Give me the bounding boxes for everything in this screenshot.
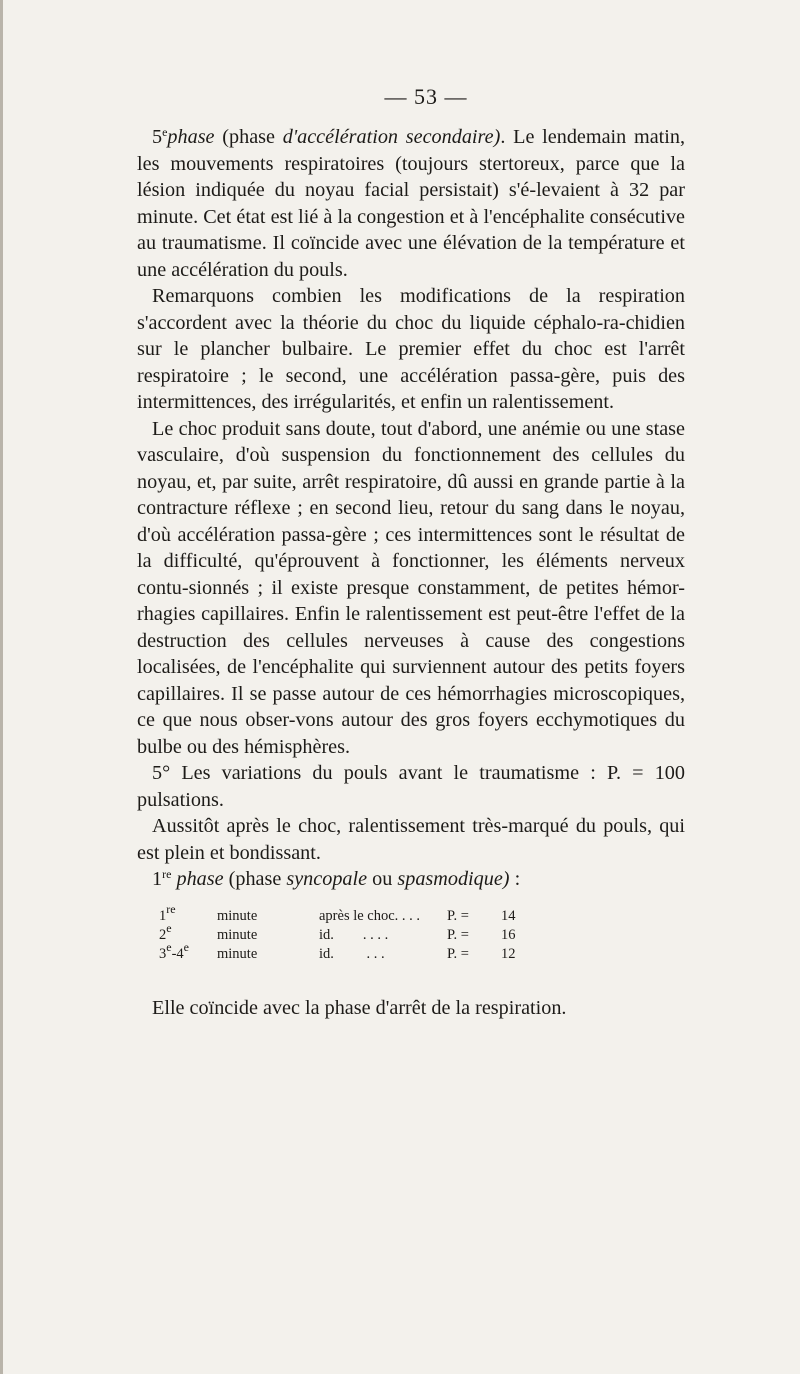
phase1-title2: spasmodique) xyxy=(397,868,510,890)
row-label: P. = xyxy=(447,926,469,943)
row-ordinal: 2e xyxy=(159,920,172,943)
row-label: P. = xyxy=(447,945,469,962)
paragraph-phase5 xyxy=(137,124,685,283)
page xyxy=(137,84,685,1021)
paragraph-aussitot: Aussitôt après le choc, ralentissement très-marqué du pouls, qui est plein et bondissant. xyxy=(137,815,685,864)
row-desc: id. . . . . xyxy=(319,926,389,943)
row-desc: après le choc. . . . xyxy=(319,907,421,924)
phase1-open: (phase xyxy=(228,868,282,890)
row-ordinal: 1re xyxy=(159,901,176,924)
phase1-or: ou xyxy=(372,868,393,890)
paragraph-pouls: 5° Les variations du pouls avant le traumatisme : P. = 100 pulsations. xyxy=(137,762,685,811)
row-unit: minute xyxy=(217,926,258,943)
table-row xyxy=(159,901,685,926)
row-unit: minute xyxy=(217,945,258,962)
row-value: 16 xyxy=(501,926,516,943)
pulse-table xyxy=(159,901,685,964)
paragraph-phase1 xyxy=(137,866,685,893)
row-label: P. = xyxy=(447,907,469,924)
paragraph-closing: Elle coïncide avec la phase d'arrêt de la respiration. xyxy=(152,996,567,1019)
row-ordinal: 3e-4e xyxy=(159,939,189,962)
phase-number-sup: e xyxy=(162,125,168,139)
row-unit: minute xyxy=(217,907,258,924)
phase1-label: phase xyxy=(176,868,224,890)
phase1-number-sup: re xyxy=(162,867,172,881)
table-row xyxy=(159,939,685,964)
phase1-title: syncopale xyxy=(286,868,368,890)
phase1-number: 1 xyxy=(152,868,163,890)
phase1-rest: : xyxy=(509,868,521,890)
phase-label: phase xyxy=(167,126,215,148)
phase-rest: . Le lendemain xyxy=(500,126,627,148)
page-number: — 53 — xyxy=(384,84,468,109)
phase-number: 5 xyxy=(152,126,163,148)
row-desc: id. . . . xyxy=(319,945,385,962)
scan-edge xyxy=(0,0,3,1374)
phase-title: d'accélération secondaire) xyxy=(282,126,501,148)
phase-open: (phase xyxy=(222,126,275,148)
paragraph-remarquons: Remarquons combien les modifications de la respiration s'accordent avec la théorie du choc du liquide céphalo-ra-chidien sur le plancher bulbaire. Le premier effet du choc est l'arrêt respiratoire ; le second, une accélération passa-gère, puis des intermittences, des irrégularités, et enfin un ralentissement. xyxy=(137,285,685,413)
row-value: 14 xyxy=(501,907,516,924)
phase5-body: matin, les mouvements respiratoires (toujours stertoreux, parce que la lésion indiquée du noyau facial persistait) s'é-levaient à 32 par minute. Cet état est lié à la congestion et à l'encéphalite consécutive au traumatisme. Il coïncide avec une élévation de la température et une accélération du pouls. xyxy=(137,126,686,281)
table-row xyxy=(159,920,685,945)
paragraph-choc: Le choc produit sans doute, tout d'abord, une anémie ou une stase vasculaire, d'où suspension du fonctionnement des cellules du noyau, et, par suite, arrêt respiratoire, dû aussi en grande partie à la contracture réflexe ; en second lieu, retour du sang dans le noyau, d'où accélération passa-gère ; ces intermittences sont le résultat de la difficulté, qu'éprouvent à fonctionner, les éléments nerveux contu-sionnés ; il existe presque constamment, de petites hémor-rhagies capillaires. Enfin le ralentissement est peut-être l'effet de la destruction des cellules nerveuses à cause des congestions localisées, de l'encéphalite qui surviennent autour des petits foyers capillaires. Il se passe autour de ces hémorrhagies microscopiques, ce que nous obser-vons autour des gros foyers ecchymotiques du bulbe ou des hémisphères. xyxy=(137,417,685,758)
row-value: 12 xyxy=(501,945,516,962)
